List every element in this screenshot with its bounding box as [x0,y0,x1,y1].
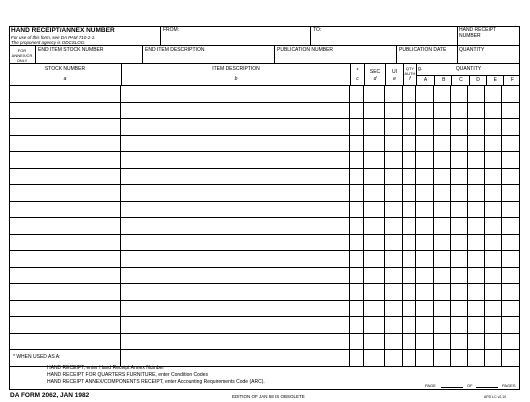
cell-qty-f[interactable] [502,251,520,267]
form-id: DA FORM 2062, JAN 1982 [10,392,90,399]
cell-sec[interactable] [364,136,385,152]
cell-qty-e[interactable] [485,334,502,350]
cell-qty-c[interactable] [451,185,468,201]
table-row [9,251,520,268]
cell-qty-d[interactable] [468,86,485,102]
cell-stock-number[interactable] [9,317,121,333]
cell-qty-e[interactable] [485,169,502,185]
cell-qty-auth[interactable] [403,86,416,102]
cell-item-description[interactable] [121,235,350,251]
cell-qty-c[interactable] [451,119,468,135]
cell-qty-e[interactable] [485,317,502,333]
cell-star-code[interactable] [350,152,364,168]
column-header-row [9,64,520,86]
cell-qty-a[interactable] [416,251,434,267]
col-quantity-a: A [423,77,428,83]
cell-qty-e[interactable] [485,136,502,152]
cell-stock-number[interactable] [9,119,121,135]
cell-qty-e[interactable] [485,218,502,234]
cell-qty-d[interactable] [468,301,485,317]
cell-qty-auth[interactable] [403,301,416,317]
cell-star-code[interactable] [350,169,364,185]
cell-qty-b[interactable] [434,202,451,218]
col-f-letter: f [409,76,411,82]
cell-qty-f[interactable] [502,152,520,168]
cell-item-description[interactable] [121,202,350,218]
cell-qty-c[interactable] [451,251,468,267]
cell-qty-e[interactable] [485,103,502,119]
cell-qty-auth[interactable] [403,268,416,284]
publication-date-field[interactable] [397,46,457,63]
cell-qty-f[interactable] [502,235,520,251]
cell-ui[interactable] [385,284,403,300]
cell-qty-a[interactable] [416,218,434,234]
col-stock-number: STOCK NUMBER [44,66,86,72]
cell-stock-number[interactable] [9,103,121,119]
form-title: HAND RECEIPT/ANNEX NUMBER [11,27,115,34]
from-label: FROM: [163,27,180,33]
cell-qty-d[interactable] [468,251,485,267]
cell-qty-f[interactable] [502,119,520,135]
cell-star-code[interactable] [350,185,364,201]
cell-qty-d[interactable] [468,235,485,251]
for-annex-label: FOR ANNEX/CR ONLY [11,48,33,63]
cell-qty-e[interactable] [485,119,502,135]
cell-qty-a[interactable] [416,86,434,102]
table-row [9,202,520,219]
cell-qty-b[interactable] [434,284,451,300]
cell-qty-auth[interactable] [403,218,416,234]
cell-qty-d[interactable] [468,169,485,185]
cell-qty-e[interactable] [485,152,502,168]
of-label: OF [467,383,473,388]
cell-sec[interactable] [364,86,385,102]
cell-qty-auth[interactable] [403,136,416,152]
note-line-3: HAND RECEIPT ANNEX/COMPONENTS RECEIPT, enter Accounting Requirements Code (ARC). [47,379,265,385]
cell-qty-auth[interactable] [403,202,416,218]
cell-star-code[interactable] [350,103,364,119]
cell-qty-d[interactable] [468,185,485,201]
col-e-letter: e [393,76,396,82]
cell-qty-b[interactable] [434,103,451,119]
cell-qty-a[interactable] [416,103,434,119]
cell-qty-a[interactable] [416,317,434,333]
cell-ui[interactable] [385,119,403,135]
hr-number-label: HAND RECEIPT NUMBER [459,27,497,39]
col-item-letter: b [234,76,238,82]
cell-qty-b[interactable] [434,119,451,135]
cell-ui[interactable] [385,218,403,234]
cell-stock-number[interactable] [9,301,121,317]
cell-qty-auth[interactable] [403,103,416,119]
cell-qty-a[interactable] [416,235,434,251]
cell-qty-d[interactable] [468,119,485,135]
cell-qty-auth[interactable] [403,334,416,350]
cell-stock-number[interactable] [9,334,121,350]
cell-qty-auth[interactable] [403,185,416,201]
cell-star-code[interactable] [350,86,364,102]
cell-ui[interactable] [385,202,403,218]
cell-qty-a[interactable] [416,202,434,218]
cell-qty-a[interactable] [416,301,434,317]
col-quantity-f: F [503,76,521,85]
cell-sec[interactable] [364,284,385,300]
cell-qty-e[interactable] [485,301,502,317]
header-row [9,26,520,46]
cell-stock-number[interactable] [9,284,121,300]
cell-qty-c[interactable] [451,235,468,251]
cell-qty-c[interactable] [451,86,468,102]
cell-ui[interactable] [385,185,403,201]
cell-qty-d[interactable] [468,317,485,333]
cell-star-code[interactable] [350,268,364,284]
form-subtitle-2: The proponent agency is ODCSLOG. [11,40,86,45]
cell-star-code[interactable] [350,136,364,152]
cell-stock-number[interactable] [9,251,121,267]
cell-sec[interactable] [364,119,385,135]
publication-date-label: PUBLICATION DATE [399,47,447,53]
cell-item-description[interactable] [121,301,350,317]
end-item-desc-field[interactable] [143,46,274,63]
table-row [9,185,520,202]
cell-sec[interactable] [364,202,385,218]
cell-star-code[interactable] [350,202,364,218]
cell-qty-f[interactable] [502,334,520,350]
page-label: PAGE [425,383,436,388]
col-qty-auth: QTY AUTH [404,66,416,76]
cell-qty-f[interactable] [502,86,520,102]
cell-sec[interactable] [364,169,385,185]
cell-star-code[interactable] [350,301,364,317]
cell-qty-d[interactable] [468,103,485,119]
cell-ui[interactable] [385,334,403,350]
cell-qty-c[interactable] [451,317,468,333]
cell-qty-a[interactable] [416,185,434,201]
cell-qty-a[interactable] [416,152,434,168]
cell-qty-e[interactable] [485,185,502,201]
cell-sec[interactable] [364,185,385,201]
table-row [9,317,520,334]
cell-qty-e[interactable] [485,86,502,102]
cell-qty-auth[interactable] [403,251,416,267]
cell-qty-auth[interactable] [403,119,416,135]
quantity-label: QUANTITY [459,47,485,53]
cell-item-description[interactable] [121,251,350,267]
cell-qty-f[interactable] [502,169,520,185]
cell-qty-b[interactable] [434,235,451,251]
cell-item-description[interactable] [121,169,350,185]
cell-qty-f[interactable] [502,284,520,300]
hr-number-field[interactable] [458,26,519,45]
cell-stock-number[interactable] [9,268,121,284]
cell-ui[interactable] [385,235,403,251]
cell-qty-c[interactable] [451,334,468,350]
cell-qty-d[interactable] [468,202,485,218]
cell-item-description[interactable] [121,284,350,300]
cell-qty-b[interactable] [434,268,451,284]
col-star: * [356,68,359,74]
cell-qty-auth[interactable] [403,169,416,185]
cell-sec[interactable] [364,334,385,350]
cell-qty-a[interactable] [416,119,434,135]
cell-qty-f[interactable] [502,317,520,333]
cell-sec[interactable] [364,218,385,234]
cell-qty-d[interactable] [468,334,485,350]
cell-qty-b[interactable] [434,152,451,168]
cell-item-description[interactable] [121,136,350,152]
cell-qty-a[interactable] [416,136,434,152]
cell-sec[interactable] [364,152,385,168]
table-row [9,334,520,351]
end-item-stock-field[interactable] [36,46,142,63]
cell-ui[interactable] [385,251,403,267]
cell-qty-c[interactable] [451,152,468,168]
cell-qty-d[interactable] [468,284,485,300]
cell-ui[interactable] [385,136,403,152]
cell-item-description[interactable] [121,119,350,135]
end-item-stock-label: END ITEM STOCK NUMBER [38,47,104,53]
cell-qty-e[interactable] [485,268,502,284]
cell-qty-b[interactable] [434,301,451,317]
cell-stock-number[interactable] [9,86,121,102]
table-row [9,284,520,301]
cell-qty-c[interactable] [451,301,468,317]
cell-stock-number[interactable] [9,169,121,185]
publication-number-label: PUBLICATION NUMBER [277,47,334,53]
cell-ui[interactable] [385,169,403,185]
cell-ui[interactable] [385,268,403,284]
cell-item-description[interactable] [121,334,350,350]
cell-star-code[interactable] [350,284,364,300]
page-field[interactable] [441,387,463,388]
cell-item-description[interactable] [121,317,350,333]
cell-sec[interactable] [364,268,385,284]
cell-star-code[interactable] [350,235,364,251]
cell-item-description[interactable] [121,268,350,284]
table-row [9,119,520,136]
col-d-letter: d [373,76,377,82]
cell-qty-b[interactable] [434,251,451,267]
cell-star-code[interactable] [350,317,364,333]
cell-stock-number[interactable] [9,235,121,251]
cell-qty-d[interactable] [468,268,485,284]
cell-qty-f[interactable] [502,301,520,317]
note-line-1: HAND RECEIPT, enter Hand Receipt Annex Number [47,365,164,371]
col-quantity-c: C [451,76,469,85]
cell-qty-auth[interactable] [403,152,416,168]
cell-stock-number[interactable] [9,152,121,168]
to-field[interactable] [311,26,457,45]
form-subtitle-1: For use of this form, see DA PAM 710-2-1. [11,35,96,40]
cell-qty-a[interactable] [416,169,434,185]
cell-qty-b[interactable] [434,169,451,185]
cell-item-description[interactable] [121,185,350,201]
to-label: TO: [313,27,322,33]
cell-qty-f[interactable] [502,136,520,152]
cell-item-description[interactable] [121,218,350,234]
cell-qty-b[interactable] [434,334,451,350]
cell-star-code[interactable] [350,251,364,267]
table-row [9,169,520,186]
cell-qty-c[interactable] [451,136,468,152]
table-row [9,86,520,103]
cell-stock-number[interactable] [9,185,121,201]
table-row [9,218,520,235]
cell-qty-e[interactable] [485,235,502,251]
cell-stock-number[interactable] [9,202,121,218]
cell-ui[interactable] [385,317,403,333]
cell-qty-b[interactable] [434,317,451,333]
cell-sec[interactable] [364,235,385,251]
cell-qty-b[interactable] [434,218,451,234]
quantity-field[interactable] [458,46,519,63]
table-row [9,301,520,318]
apd-version: APD LC v2.10 [484,395,507,399]
col-quantity-d: D [469,76,487,85]
cell-sec[interactable] [364,301,385,317]
col-item-description: ITEM DESCRIPTION [212,66,260,72]
cell-item-description[interactable] [121,86,350,102]
table-row [9,235,520,252]
table-row [9,136,520,153]
cell-qty-c[interactable] [451,218,468,234]
cell-ui[interactable] [385,301,403,317]
from-field[interactable] [161,26,310,45]
cell-stock-number[interactable] [9,136,121,152]
cell-star-code[interactable] [350,334,364,350]
end-item-row [9,46,520,64]
when-used-label: * WHEN USED AS A: [13,354,61,360]
col-quantity-b: B [434,76,452,85]
cell-qty-c[interactable] [451,202,468,218]
col-g-letter: g. [418,66,423,72]
pages-field[interactable] [476,387,498,388]
cell-qty-auth[interactable] [403,317,416,333]
cell-qty-c[interactable] [451,268,468,284]
cell-stock-number[interactable] [9,218,121,234]
cell-star-code[interactable] [350,119,364,135]
cell-qty-auth[interactable] [403,235,416,251]
cell-ui[interactable] [385,103,403,119]
col-c-letter: c [356,76,359,82]
cell-qty-b[interactable] [434,86,451,102]
cell-star-code[interactable] [350,218,364,234]
cell-qty-b[interactable] [434,136,451,152]
end-item-desc-label: END ITEM DESCRIPTION [145,47,205,53]
cell-qty-f[interactable] [502,218,520,234]
cell-qty-c[interactable] [451,169,468,185]
col-sec: SEC [369,69,381,75]
table-row [9,152,520,169]
table-row [9,268,520,285]
cell-qty-c[interactable] [451,284,468,300]
cell-ui[interactable] [385,152,403,168]
note-line-2: HAND RECEIPT FOR QUARTERS FURNITURE, enter Condition Codes [47,372,208,378]
pages-label: PAGES [502,383,516,388]
cell-qty-a[interactable] [416,268,434,284]
cell-qty-f[interactable] [502,185,520,201]
cell-qty-e[interactable] [485,202,502,218]
cell-qty-e[interactable] [485,251,502,267]
cell-qty-a[interactable] [416,284,434,300]
cell-qty-b[interactable] [434,185,451,201]
cell-qty-c[interactable] [451,103,468,119]
col-quantity-e: E [486,76,504,85]
footer-notes [9,350,520,390]
cell-sec[interactable] [364,317,385,333]
cell-item-description[interactable] [121,152,350,168]
cell-item-description[interactable] [121,103,350,119]
cell-qty-f[interactable] [502,268,520,284]
cell-ui[interactable] [385,86,403,102]
cell-qty-d[interactable] [468,152,485,168]
cell-sec[interactable] [364,103,385,119]
col-stock-letter: a [63,76,67,82]
cell-qty-f[interactable] [502,103,520,119]
table-row [9,103,520,120]
cell-qty-f[interactable] [502,202,520,218]
col-ui: UI [392,69,397,75]
cell-sec[interactable] [364,251,385,267]
cell-qty-e[interactable] [485,284,502,300]
cell-qty-a[interactable] [416,334,434,350]
cell-qty-auth[interactable] [403,284,416,300]
cell-qty-d[interactable] [468,218,485,234]
cell-qty-d[interactable] [468,136,485,152]
edition-note: EDITION OF JAN 58 IS OBSOLETE [232,394,305,399]
col-quantity: QUANTITY [455,66,482,72]
publication-number-field[interactable] [275,46,396,63]
